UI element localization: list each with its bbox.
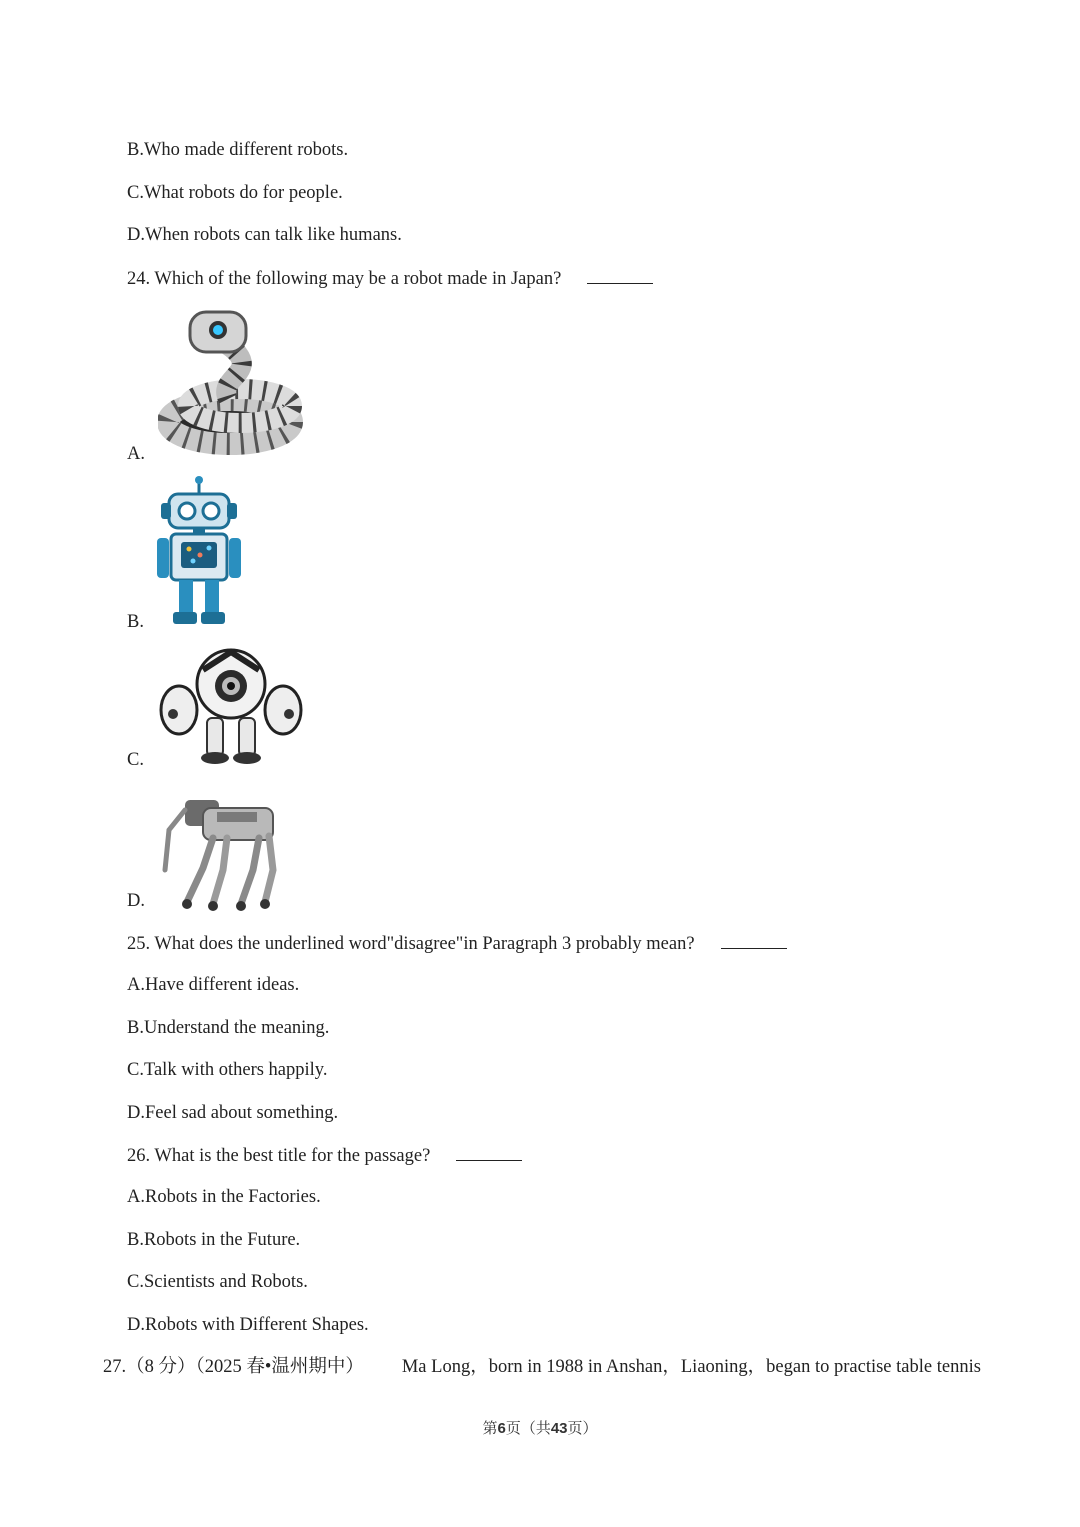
q26-option-b: B.Robots in the Future. [127,1230,301,1250]
total-pages: 43 [550,1420,568,1437]
q27-text: Ma Long，born in 1988 in Anshan，Liaoning，began to practise table tennis [401,1357,981,1377]
robot-dog-image [155,790,290,912]
q24-option-a-label: A. [127,444,145,464]
q26-question [127,1144,522,1167]
q24-question [127,267,653,290]
q24-question-text: 24. Which of the following may be a robot made in Japan? [127,269,562,289]
blue-robot-image [155,476,245,628]
q25-option-a: A.Have different ideas. [127,975,300,995]
q27-intro [103,1356,981,1378]
q26-option-d: D.Robots with Different Shapes. [127,1315,369,1335]
q26-option-c: C.Scientists and Robots. [127,1272,308,1292]
footer-prefix: 第 [482,1421,498,1437]
footer-middle: 页（共 [505,1421,551,1437]
page-footer [0,1417,1080,1438]
snake-robot-image [158,304,308,462]
q26-question-text: 26. What is the best title for the passage? [127,1146,431,1166]
answer-blank [456,1144,522,1161]
answer-blank [721,932,787,949]
q23-option-d: D.When robots can talk like humans. [127,225,402,245]
q23-option-b: B.Who made different robots. [127,140,349,160]
answer-blank [587,267,653,284]
q25-question [127,932,787,955]
q25-option-c: C.Talk with others happily. [127,1060,328,1080]
q25-option-d: D.Feel sad about something. [127,1103,339,1123]
q24-option-d-label: D. [127,891,145,911]
q25-question-text: 25. What does the underlined word"disagree"in Paragraph 3 probably mean? [127,934,695,954]
q23-option-c: C.What robots do for people. [127,183,343,203]
q24-option-c-label: C. [127,750,144,770]
q27-header: 27.（8 分）（2025 春•温州期中） [103,1357,364,1377]
white-robot-image [157,648,307,768]
q24-option-b-label: B. [127,612,144,632]
q26-option-a: A.Robots in the Factories. [127,1187,321,1207]
page-number: 6 [497,1420,506,1437]
q25-option-b: B.Understand the meaning. [127,1018,330,1038]
footer-suffix: 页） [567,1421,598,1437]
